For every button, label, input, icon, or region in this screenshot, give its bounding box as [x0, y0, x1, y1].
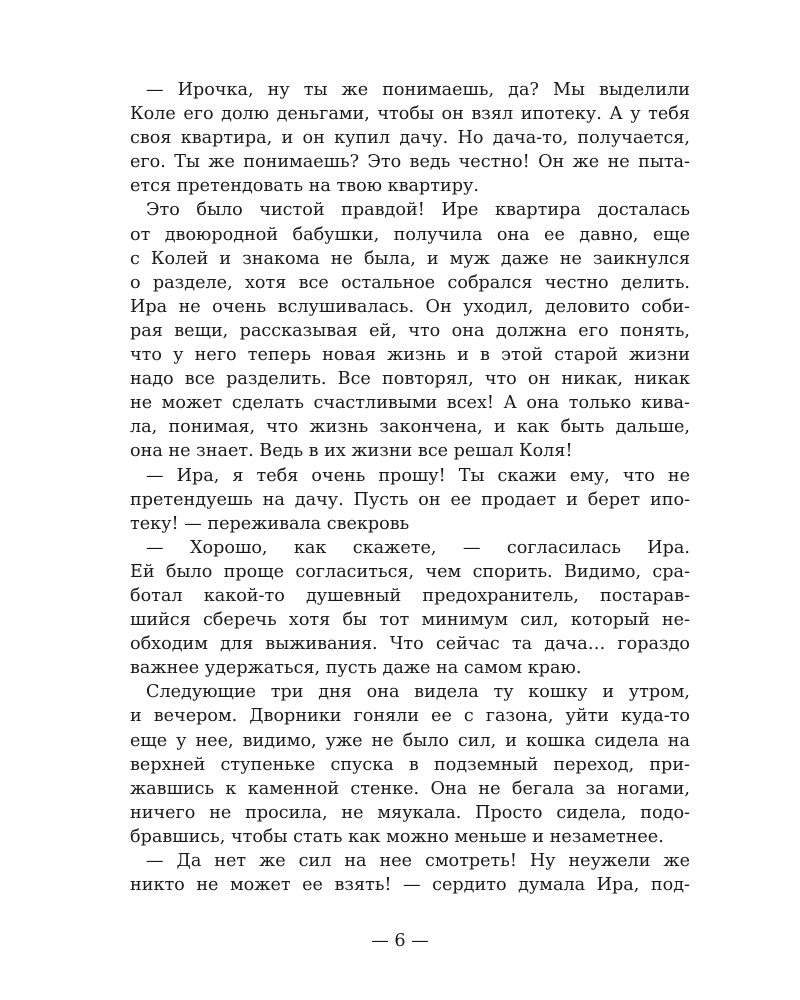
text-line: с Колей и знакома не была, и муж даже не заикнулся: [130, 248, 690, 269]
text-line: она не знает. Ведь в их жизни все решал Коля!: [130, 441, 573, 462]
body-text: [130, 78, 690, 897]
page-number: — 6 —: [371, 931, 429, 951]
text-line: и вечером. Дворники гоняли ее с газона, уйти куда-то: [130, 706, 690, 727]
text-line: ботал какой-то душевный предохранитель, постарав-: [130, 585, 690, 606]
paragraph: [130, 536, 690, 681]
text-line: ничего не просила, не мяукала. Просто сидела, подо-: [130, 802, 690, 823]
text-line: жавшись к каменной стенке. Она не бегала за ногами,: [130, 778, 690, 799]
text-line: верхней ступеньке спуска в подземный переход, при-: [130, 754, 690, 775]
text-line: Ей было проще согласиться, чем спорить. Видимо, сра-: [130, 561, 690, 582]
text-line: — Ирочка, ну ты же понимаешь, да? Мы выделили: [146, 80, 690, 100]
text-line: Это было чистой правдой! Ире квартира досталась: [146, 200, 690, 221]
text-line: претендуешь на дачу. Пусть он ее продает и берет ипо-: [130, 489, 690, 510]
text-line: ется претендовать на твою квартиру.: [130, 176, 479, 197]
text-line: важнее удержаться, пусть даже на самом краю.: [130, 658, 582, 679]
paragraph: [130, 78, 690, 198]
text-line: никто не может ее взять! — сердито думала Ира, под-: [130, 875, 690, 896]
text-line: своя квартира, и он купил дачу. Но дача-то, получается,: [130, 128, 690, 149]
text-line: — Да нет же сил на нее смотреть! Ну неужели же: [146, 851, 690, 871]
text-line: бравшись, чтобы стать как можно меньше и незаметнее.: [130, 826, 664, 847]
text-line: что у него теперь новая жизнь и в этой старой жизни: [130, 345, 690, 366]
text-line: надо все разделить. Все повторял, что он никак, никак: [130, 369, 690, 390]
text-line: ла, понимая, что жизнь закончена, и как быть дальше,: [130, 417, 690, 438]
text-line: от двоюродной бабушки, получила она ее давно, еще: [130, 224, 690, 245]
text-line: обходим для выживания. Что сейчас та дача… гораздо: [130, 634, 690, 655]
text-line: не может сделать счастливыми всех! А она только кива-: [130, 393, 690, 414]
text-line: рая вещи, рассказывая ей, что она должна его понять,: [130, 320, 690, 341]
text-line: о разделе, хотя все остальное собрался честно делить.: [130, 272, 690, 293]
paragraph: [130, 849, 690, 897]
text-line: Ира не очень вслушивалась. Он уходил, деловито соби-: [130, 296, 690, 317]
paragraph: [130, 464, 690, 536]
paragraph: [130, 680, 690, 849]
text-line: еще у нее, видимо, уже не было сил, и кошка сидела на: [130, 730, 690, 751]
text-line: шийся сберечь хотя бы тот минимум сил, который не-: [130, 610, 690, 631]
paragraph: [130, 198, 690, 463]
text-line: Коле его долю деньгами, чтобы он взял ипотеку. А у тебя: [130, 104, 690, 125]
text-line: его. Ты же понимаешь? Это ведь честно! Он же не пыта-: [130, 152, 690, 173]
text-line: — Ира, я тебя очень прошу! Ты скажи ему, что не: [146, 465, 690, 486]
text-line: теку! — переживала свекровь: [130, 513, 410, 534]
text-line: — Хорошо, как скажете, — согласилась Ира.: [146, 537, 690, 558]
text-line: Следующие три дня она видела ту кошку и утром,: [146, 682, 690, 703]
